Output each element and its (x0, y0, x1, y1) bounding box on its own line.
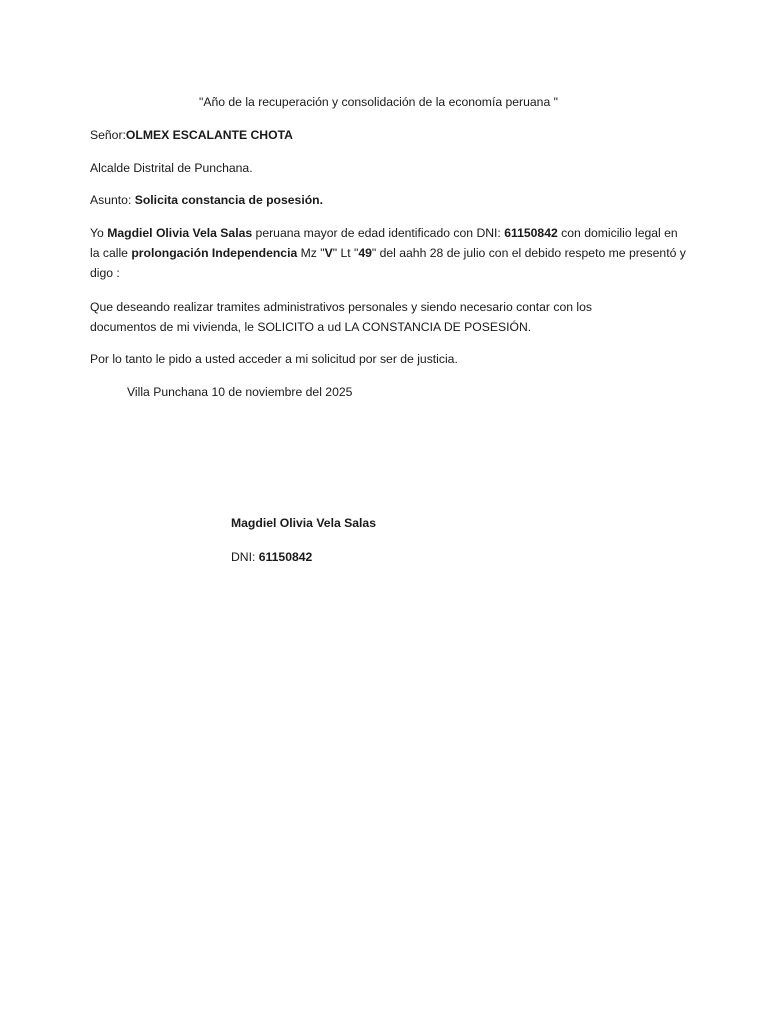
signature-dni-value: 61150842 (258, 550, 313, 564)
signature-dni-label: DNI: (231, 550, 259, 564)
body-text-1: Yo (90, 226, 108, 240)
request-paragraph: Que deseando realizar tramites administrativos personales y siendo necesario contar con los documentos de mi vivienda, le SOLICITO a ud LA CONSTANCIA DE POSESIÓN. (90, 300, 592, 334)
recipient-prefix: Señor: (90, 128, 126, 142)
subject-text: Solicita constancia de posesión. (134, 193, 324, 207)
place-date: Villa Punchana 10 de noviembre del 2025 (127, 385, 353, 399)
closing-line: Por lo tanto le pido a usted acceder a mi solicitud por ser de justicia. (90, 352, 458, 366)
body-text-4: Mz " (297, 246, 325, 260)
motto: "Año de la recuperación y consolidación de la economía peruana " (199, 95, 558, 109)
subject-line (90, 190, 323, 210)
body-dni: 61150842 (504, 226, 558, 240)
recipient-line (90, 125, 293, 145)
recipient-position: Alcalde Distrital de Punchana. (90, 161, 253, 175)
recipient-name: OLMEX ESCALANTE CHOTA (125, 128, 293, 142)
signature-name (231, 513, 376, 533)
signature-name-text: Magdiel Olivia Vela Salas (231, 516, 376, 530)
body-street: prolongación Independencia (131, 246, 298, 260)
body-mz: V (324, 246, 333, 260)
body-text-2: peruana mayor de edad identificado con DNI: (252, 226, 505, 240)
body-paragraph (90, 223, 690, 283)
body-text-5: " Lt " (332, 246, 359, 260)
signature-dni (231, 547, 312, 567)
body-text-6: " del aahh 28 de julio con el debido respeto me presentó y digo : (90, 246, 686, 280)
body-lt: 49 (358, 246, 372, 260)
body-text-3: con domicilio legal en la calle (90, 226, 678, 260)
body-name: Magdiel Olivia Vela Salas (107, 226, 253, 240)
subject-label: Asunto: (90, 193, 135, 207)
